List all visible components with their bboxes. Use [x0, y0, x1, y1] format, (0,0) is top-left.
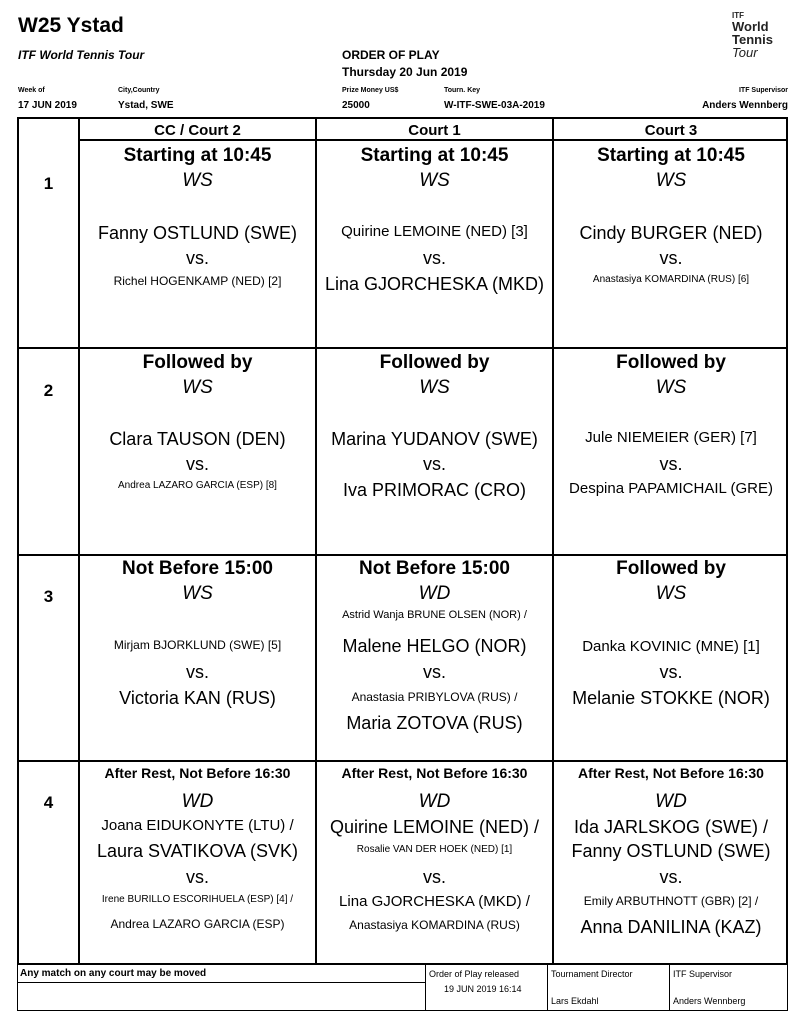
vs-label: vs. [659, 867, 683, 887]
director-cell [547, 965, 670, 1010]
player-2b: Anna DANILINA (KAZ) [580, 917, 762, 937]
column-header-cc-court-2: CC / Court 2 [154, 122, 241, 139]
event-code: WS [182, 170, 213, 191]
match-cell [80, 762, 315, 965]
move-notice: Any match on any court may be moved [20, 968, 207, 979]
match-cell [554, 762, 788, 965]
row-number-1: 1 [43, 174, 54, 193]
start-time: After Rest, Not Before 16:30 [341, 765, 528, 781]
player-2: Despina PAPAMICHAIL (GRE) [569, 480, 773, 497]
player-2: Lina GJORCHESKA (MKD) [324, 274, 545, 294]
player-1a: Ida JARLSKOG (SWE) / [573, 817, 769, 837]
match-cell [80, 141, 315, 347]
start-time: Followed by [142, 352, 253, 373]
player-2a: Irene BURILLO ESCORIHUELA (ESP) [4] / [101, 894, 294, 905]
vs-label: vs. [659, 454, 683, 474]
vs-label: vs. [659, 248, 683, 268]
player-1b: Fanny OSTLUND (SWE) [571, 841, 771, 861]
row-number-3: 3 [43, 587, 54, 606]
match-cell [317, 141, 552, 347]
vs-label: vs. [659, 662, 683, 682]
player-2a: Emily ARBUTHNOTT (GBR) [2] / [583, 894, 759, 908]
event-code: WS [182, 583, 213, 604]
event-code: WD [655, 791, 687, 812]
vs-label: vs. [185, 662, 209, 682]
event-code: WD [418, 791, 451, 812]
player-1b: Malene HELGO (NOR) [342, 636, 527, 656]
vs-label: vs. [185, 248, 209, 268]
player-2b: Anastasiya KOMARDINA (RUS) [349, 918, 520, 932]
match-cell [317, 762, 552, 965]
supervisor-label: ITF Supervisor [738, 87, 788, 94]
match-cell [554, 141, 788, 347]
start-time: Followed by [616, 352, 726, 373]
event-code: WS [182, 377, 213, 398]
match-cell [317, 349, 552, 554]
director-label: Tournament Director [551, 969, 633, 979]
player-2b: Maria ZOTOVA (RUS) [346, 713, 523, 733]
player-2: Anastasiya KOMARDINA (RUS) [6] [592, 274, 750, 285]
event-code: WS [419, 170, 450, 191]
player-2: Andrea LAZARO GARCIA (ESP) [8] [118, 480, 277, 491]
tour-name: ITF World Tennis Tour [18, 48, 145, 62]
vs-label: vs. [422, 867, 446, 887]
week-value: 17 JUN 2019 [18, 100, 77, 111]
order-of-play-table [17, 117, 788, 965]
logo-itf: ITF [732, 11, 744, 20]
player-2: Victoria KAN (RUS) [119, 688, 276, 708]
released-value: 19 JUN 2019 16:14 [444, 984, 522, 994]
play-date: Thursday 20 Jun 2019 [342, 65, 468, 79]
released-cell [425, 965, 548, 1010]
player-1a: Astrid Wanja BRUNE OLSEN (NOR) / [342, 609, 527, 621]
start-time: Followed by [616, 558, 726, 579]
supervisor-cell [669, 965, 789, 1010]
start-time: Starting at 10:45 [123, 145, 272, 166]
player-2: Iva PRIMORAC (CRO) [342, 480, 526, 500]
player-1: Clara TAUSON (DEN) [109, 429, 286, 449]
column-header-court-1: Court 1 [408, 122, 461, 139]
prize-value: 25000 [342, 100, 370, 111]
director-value: Lars Ekdahl [551, 996, 599, 1006]
event-code: WS [655, 170, 687, 191]
vs-label: vs. [422, 662, 446, 682]
start-time: Followed by [379, 352, 490, 373]
supervisor-value: Anders Wennberg [702, 100, 788, 111]
player-1: Mirjam BJORKLUND (SWE) [5] [113, 638, 282, 652]
city-label: City,Country [118, 87, 160, 94]
tournament-title: W25 Ystad [18, 14, 124, 37]
start-time: Not Before 15:00 [122, 558, 273, 579]
tourn-key-value: W-ITF-SWE-03A-2019 [444, 100, 545, 111]
start-time: Starting at 10:45 [597, 145, 745, 166]
logo-line-2: Tennis [732, 32, 773, 47]
event-code: WS [655, 583, 687, 604]
start-time: After Rest, Not Before 16:30 [104, 765, 291, 781]
vs-label: vs. [185, 867, 209, 887]
tourn-key-label: Tourn. Key [444, 87, 481, 94]
player-1a: Quirine LEMOINE (NED) / [329, 817, 540, 837]
vs-label: vs. [422, 454, 446, 474]
start-time: Starting at 10:45 [360, 145, 509, 166]
player-1b: Rosalie VAN DER HOEK (NED) [1] [356, 844, 513, 855]
logo-line-1: World [732, 19, 769, 34]
start-time: After Rest, Not Before 16:30 [578, 765, 764, 781]
released-label: Order of Play released [429, 969, 520, 979]
player-2: Richel HOGENKAMP (NED) [2] [113, 274, 282, 288]
event-code: WD [418, 583, 451, 604]
player-1: Jule NIEMEIER (GER) [7] [585, 429, 757, 446]
event-code: WD [181, 791, 214, 812]
match-cell [554, 349, 788, 554]
player-2a: Lina GJORCHESKA (MKD) / [339, 893, 530, 910]
city-value: Ystad, SWE [118, 100, 174, 111]
player-1b: Laura SVATIKOVA (SVK) [96, 841, 299, 861]
footer-supervisor-value: Anders Wennberg [673, 996, 746, 1006]
prize-label: Prize Money US$ [342, 87, 399, 94]
match-cell [80, 349, 315, 554]
footer-table [17, 965, 788, 1011]
player-2: Melanie STOKKE (NOR) [572, 688, 770, 708]
player-1: Fanny OSTLUND (SWE) [97, 223, 298, 243]
player-2b: Andrea LAZARO GARCIA (ESP) [110, 917, 285, 931]
player-1: Danka KOVINIC (MNE) [1] [582, 638, 760, 655]
vs-label: vs. [422, 248, 446, 268]
match-cell [554, 556, 788, 760]
logo-line-3: Tour [732, 45, 758, 60]
player-1a: Joana EIDUKONYTE (LTU) / [101, 817, 294, 834]
world-tennis-tour-logo [732, 12, 788, 59]
player-1: Marina YUDANOV (SWE) [331, 429, 538, 449]
order-of-play-heading: ORDER OF PLAY [342, 48, 440, 62]
row-number-4: 4 [43, 793, 54, 812]
footer-supervisor-label: ITF Supervisor [673, 969, 733, 979]
event-code: WS [419, 377, 450, 398]
match-cell [317, 556, 552, 760]
start-time: Not Before 15:00 [359, 558, 510, 579]
row-number-2: 2 [43, 381, 54, 400]
column-header-court-3: Court 3 [644, 122, 698, 139]
player-1: Cindy BURGER (NED) [579, 223, 763, 243]
vs-label: vs. [185, 454, 209, 474]
player-2a: Anastasia PRIBYLOVA (RUS) / [351, 690, 518, 704]
event-code: WS [655, 377, 687, 398]
match-cell [80, 556, 315, 760]
week-label: Week of [18, 87, 45, 94]
divider [18, 982, 425, 983]
player-1: Quirine LEMOINE (NED) [3] [341, 223, 528, 240]
